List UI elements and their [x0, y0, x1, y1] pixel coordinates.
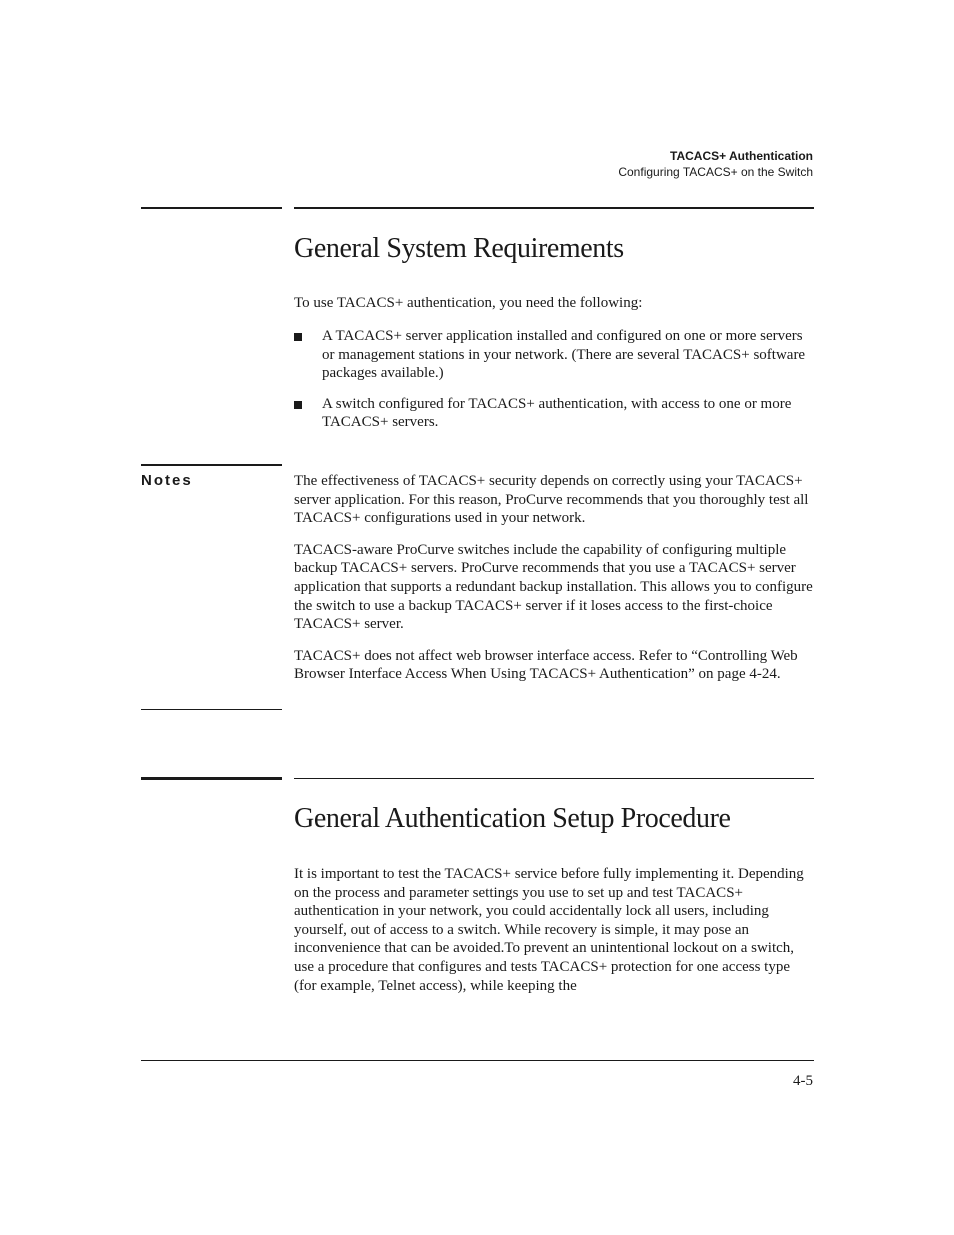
square-bullet-icon: [294, 401, 302, 409]
notes-paragraph: TACACS+ does not affect web browser interface access. Refer to “Controlling Web Browser Interface Access When Using TACACS+ Authentication” on page 4-24.: [294, 647, 798, 683]
notes-bottom-rule: [141, 709, 282, 710]
footer-rule: [141, 1060, 814, 1061]
notes-label: Notes: [141, 472, 193, 489]
section-heading: General Authentication Setup Procedure: [294, 803, 731, 834]
intro-paragraph: To use TACACS+ authentication, you need the following:: [294, 295, 643, 311]
notes-top-rule: [141, 464, 282, 466]
page-number: 4-5: [793, 1073, 813, 1089]
margin-rule: [141, 777, 282, 780]
notes-paragraph: TACACS-aware ProCurve switches include the capability of configuring multiple backup TACACS+ servers. ProCurve recommends that you use a TACACS+ server application that supports a redundant backup installation. This allows you to configure the switch to use a backup TACACS+ server if it loses access to the first-choice TACACS+ server.: [294, 541, 813, 633]
list-item-text: A TACACS+ server application installed and configured on one or more servers or management stations in your network. (There are several TACACS+ software packages available.): [322, 328, 806, 382]
notes-body: [294, 472, 814, 697]
margin-rule: [141, 207, 282, 209]
chapter-title: TACACS+ Authentication: [670, 149, 813, 163]
section-title: Configuring TACACS+ on the Switch: [618, 165, 813, 179]
section-heading: General System Requirements: [294, 233, 624, 264]
square-bullet-icon: [294, 333, 302, 341]
heading-rule: [294, 778, 814, 779]
list-item-text: A switch configured for TACACS+ authentication, with access to one or more TACACS+ servers.: [322, 395, 792, 431]
notes-paragraph: The effectiveness of TACACS+ security depends on correctly using your TACACS+ server application. For this reason, ProCurve recommends that you thoroughly test all TACACS+ configurations used in your network.: [294, 473, 809, 527]
list-item: [294, 395, 814, 432]
heading-rule: [294, 207, 814, 209]
procedure-paragraph: It is important to test the TACACS+ service before fully implementing it. Depending on the process and parameter settings you use to set up and test TACACS+ authentication in your network, you could accidentally lock all users, including yourself, out of access to a switch. While recovery is simple, it may pose an inconvenience that can be avoided.To prevent an unintentional lockout on a switch, use a procedure that configures and tests TACACS+ protection for one access type (for example, Telnet access), while keeping the: [294, 866, 804, 994]
requirements-list: [294, 327, 814, 444]
list-item: [294, 327, 814, 383]
